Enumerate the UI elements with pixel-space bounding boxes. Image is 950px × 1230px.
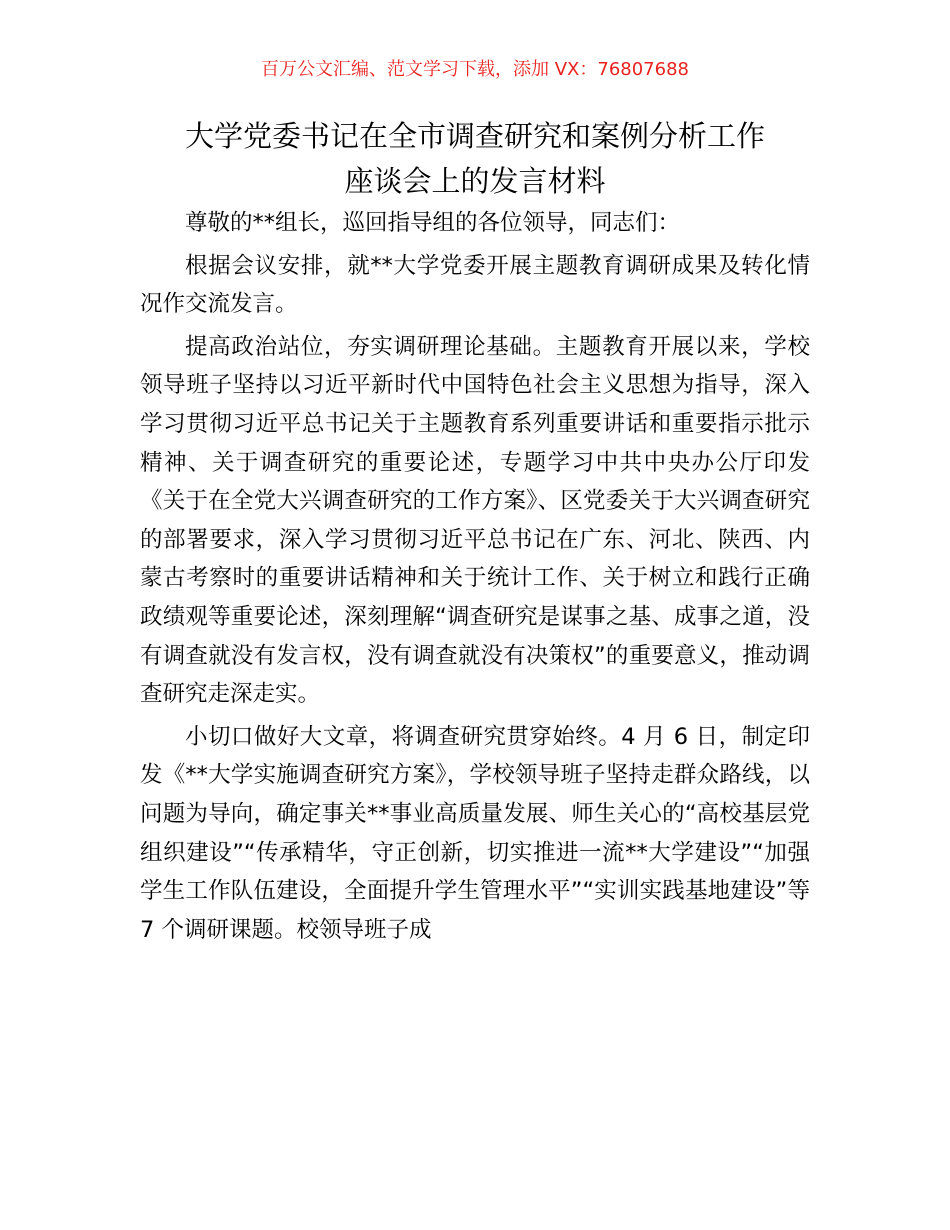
salutation-paragraph: 尊敬的**组长，巡回指导组的各位领导，同志们： [185,210,681,236]
research-approach-paragraph: 小切口做好大文章，将调查研究贯穿始终。4 月 6 日，制定印发《**大学实施调查研究方案》，学校领导班子坚持走群众路线，以问题为导向，确定事关**事业高质量发展、师生关心的“高校基层党组织建设”“传承精华，守正创新，切实推进一流**大学建设”“加强学生工作队伍建设，全面提升学生管理水平”“实训实践基地建设”等 7 个调研课题。校领导班子成 [140,723,810,943]
document-title [120,114,830,204]
document-body [140,204,810,953]
title-line-1: 大学党委书记在全市调查研究和案例分析工作 [184,119,765,153]
political-stance-paragraph: 提高政治站位，夯实调研理论基础。主题教育开展以来，学校领导班子坚持以习近平新时代中国特色社会主义思想为指导，深入学习贯彻习近平总书记关于主题教育系列重要讲话和重要指示批示精神、关于调查研究的重要论述，专题学习中共中央办公厅印发《关于在全党大兴调查研究的工作方案》、区党委关于大兴调查研究的部署要求，深入学习贯彻习近平总书记在广东、河北、陕西、内蒙古考察时的重要讲话精神和关于统计工作、关于树立和践行正确政绩观等重要论述，深刻理解“调查研究是谋事之基、成事之道，没有调查就没有发言权，没有调查就没有决策权”的重要意义，推动调查研究走深走实。 [140,333,810,708]
intro-paragraph: 根据会议安排，就**大学党委开展主题教育调研成果及转化情况作交流发言。 [140,252,810,318]
title-line-2: 座谈会上的发言材料 [344,164,606,198]
header-banner: 百万公文汇编、范文学习下载，添加 VX：76807688 [261,59,689,80]
